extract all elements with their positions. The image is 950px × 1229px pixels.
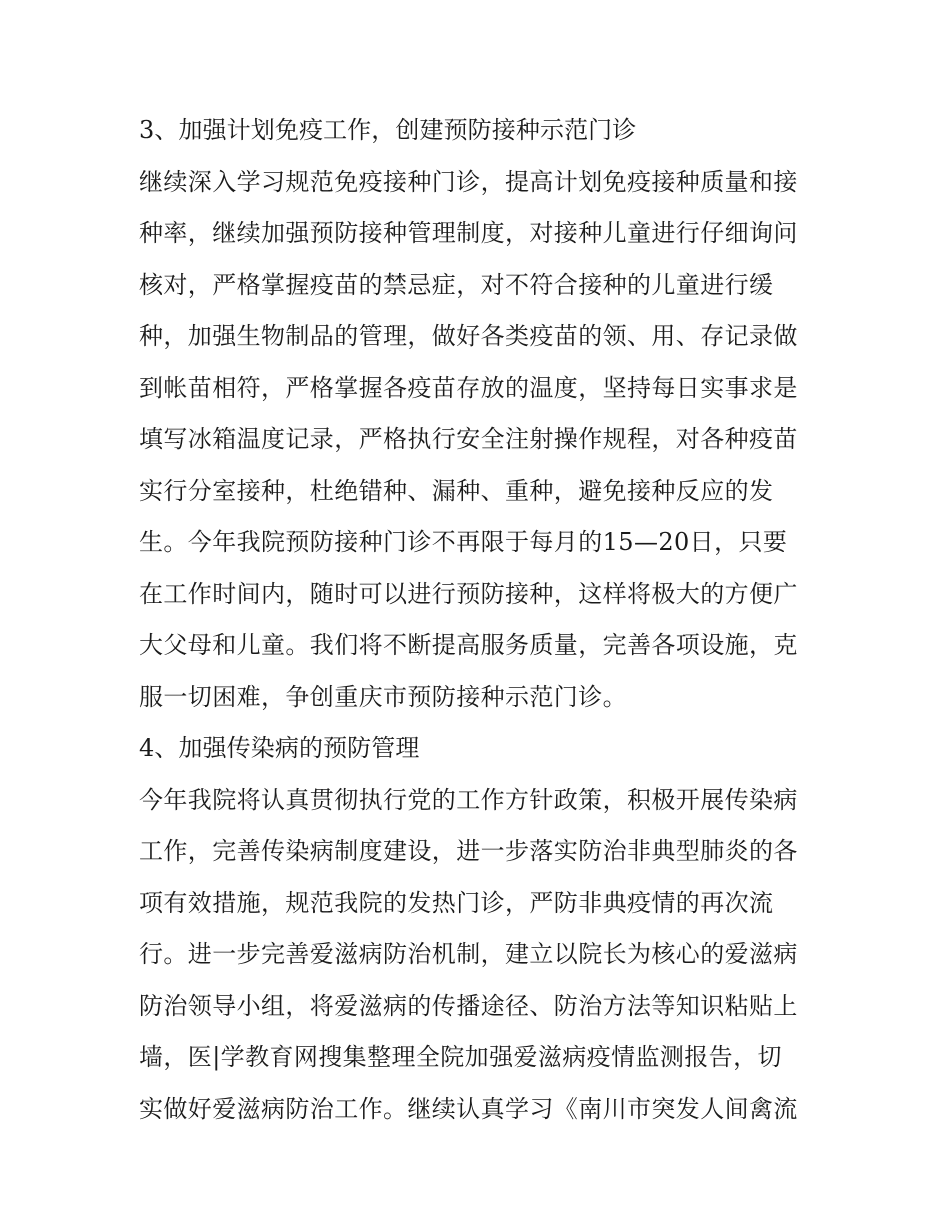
paragraph-line: 防治领导小组，将爱滋病的传播途径、防治方法等知识粘贴上 [139, 991, 798, 1020]
paragraph-line: 大父母和儿童。我们将不断提高服务质量，完善各项设施，克 [139, 631, 798, 659]
paragraph-line: 今年我院将认真贯彻执行党的工作方针政策，积极开展传染病 [139, 785, 798, 814]
paragraph-line: 核对，严格掌握疫苗的禁忌症，对不符合接种的儿童进行缓 [139, 270, 774, 299]
paragraph-line: 实行分室接种，杜绝错种、漏种、重种，避免接种反应的发 [139, 476, 774, 505]
paragraph-line: 种率，继续加强预防接种管理制度，对接种儿童进行仔细询问 [139, 219, 798, 247]
paragraph-line: 行。进一步完善爱滋病防治机制，建立以院长为核心的爱滋病 [139, 940, 798, 968]
paragraph-line: 在工作时间内，随时可以进行预防接种，这样将极大的方便广 [139, 579, 798, 608]
paragraph-line: 种，加强生物制品的管理，做好各类疫苗的领、用、存记录做 [139, 322, 798, 350]
paragraph-line: 墙，医|学教育网搜集整理全院加强爱滋病疫情监测报告，切 [139, 1043, 782, 1071]
paragraph-line: 继续深入学习规范免疫接种门诊，提高计划免疫接种质量和接 [139, 167, 798, 196]
paragraph-line: 项有效措施，规范我院的发热门诊，严防非典疫情的再次流 [139, 888, 774, 917]
section-heading-infectious-disease: 4、加强传染病的预防管理 [139, 734, 420, 762]
paragraph-line: 实做好爱滋病防治工作。继续认真学习《南川市突发人间禽流 [139, 1094, 798, 1123]
paragraph-line: 工作，完善传染病制度建设，进一步落实防治非典型肺炎的各 [139, 837, 798, 865]
paragraph-line: 生。今年我院预防接种门诊不再限于每月的15—20日，只要 [139, 528, 788, 556]
section-heading-immunization: 3、加强计划免疫工作，创建预防接种示范门诊 [139, 116, 637, 144]
paragraph-line: 到帐苗相符，严格掌握各疫苗存放的温度，坚持每日实事求是 [139, 373, 798, 402]
document-body [139, 110, 829, 1140]
paragraph-line: 填写冰箱温度记录，严格执行安全注射操作规程，对各种疫苗 [139, 425, 798, 453]
paragraph-line: 服一切困难，争创重庆市预防接种示范门诊。 [139, 682, 627, 711]
